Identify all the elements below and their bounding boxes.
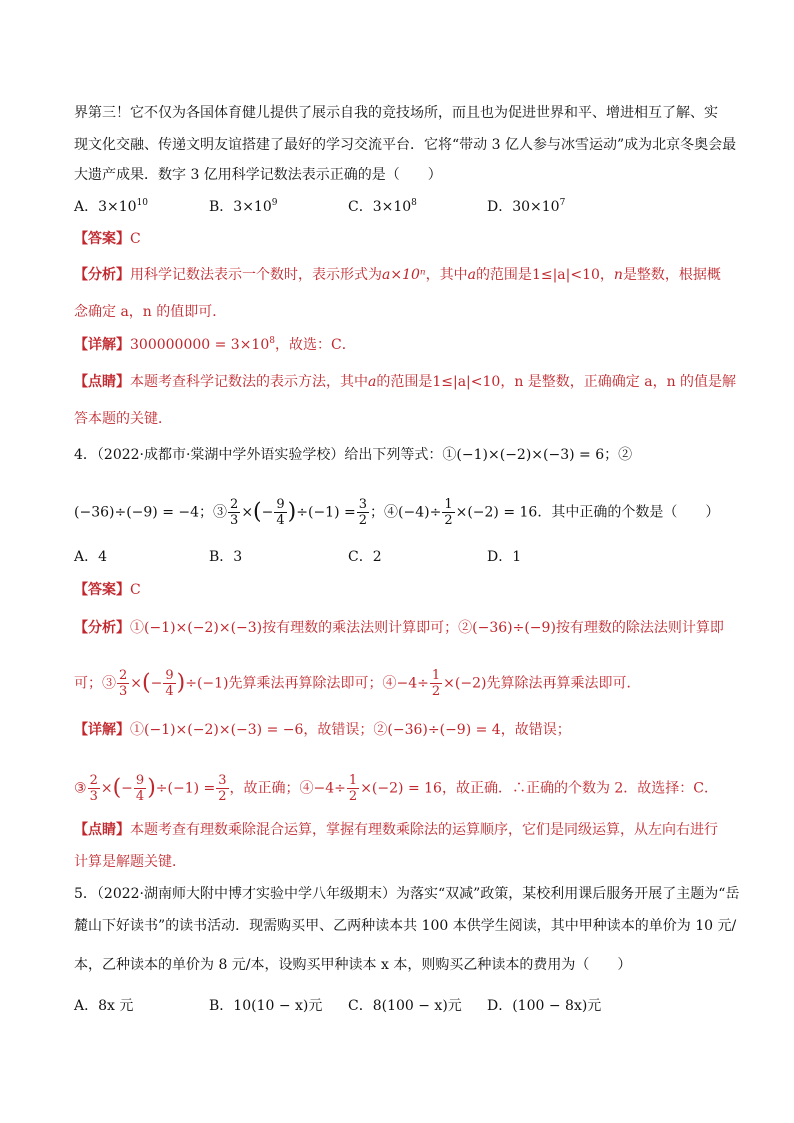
q4-comment-line-1: 【点睛】本题考查有理数乘除混合运算，掌握有理数乘除法的运算顺序，它们是同级运算，从左向右进行 <box>74 822 718 838</box>
fraction: $\frac{2}{3}$ <box>230 497 239 528</box>
q3-option-b: B．$3\times 10^9$ <box>209 198 278 215</box>
q3-detail: 【详解】$300000000 = 3\times 10^8$，故选：C． <box>74 336 356 353</box>
q5-option-b: B．10(10 − x)元 <box>209 998 323 1014</box>
q5-stem-line-3: 本，乙种读本的单价为 8 元/本，设购买甲种读本 x 本，则购买乙种读本的费用为（ ） <box>74 957 632 973</box>
q4-option-b: B．3 <box>209 549 243 565</box>
fraction: $\frac{2}{3}$ <box>89 773 98 804</box>
q4-stem-line-1: 4．（2022·成都市·棠湖中学外语实验学校）给出下列等式：①(−1)×(−2)×(−3) = 6；② <box>74 447 633 463</box>
fraction: $\frac{9}{4}$ <box>135 773 145 804</box>
q5-option-d: D．(100 − 8x)元 <box>487 998 602 1014</box>
q3-option-a: A．$3\times 10^{10}$ <box>74 198 149 215</box>
fraction: $\frac{2}{3}$ <box>119 668 128 699</box>
fraction: $\frac{9}{4}$ <box>165 668 174 699</box>
q4-detail-line-1: 【详解】①(−1)×(−2)×(−3) = −6，故错误；②(−36)÷(−9) = 4，故错误； <box>74 722 571 738</box>
fraction: $\frac{9}{4}$ <box>276 497 285 528</box>
q4-analysis-line-1: 【分析】①(−1)×(−2)×(−3)按有理数的乘法法则计算即可；②(−36)÷(−9)按有理数的除法法则计算即 <box>74 620 724 636</box>
q3-comment-line-2: 答本题的关键． <box>74 411 172 427</box>
fraction: $\frac{1}{2}$ <box>348 773 358 804</box>
q4-option-a: A．4 <box>74 549 108 565</box>
q3-text-line-2: 现文化交融、传递文明友谊搭建了最好的学习交流平台．它将“带动 3 亿人参与冰雪运动”成为北京冬奥会最 <box>74 137 737 153</box>
q4-analysis-line-2: 可；③ $\frac{2}{3}$ ×(− $\frac{9}{4}$ )÷(−1)先算乘法再算除法即可；④−4÷ $\frac{1}{2}$ ×(−2)先算除法再算乘法即可． <box>74 668 641 699</box>
fraction: $\frac{3}{2}$ <box>218 773 227 804</box>
q3-comment-line-1: 【点睛】本题考查科学记数法的表示方法，其中a的范围是1≤|a|<10，n 是整数，正确确定 a，n 的值是解 <box>74 374 737 390</box>
fraction: $\frac{1}{2}$ <box>431 668 441 699</box>
q4-stem-line-2: (−36)÷(−9) = −4；③ $\frac{2}{3}$ ×(− $\frac{9}{4}$ )÷(−1) = $\frac{3}{2}$ ；④(−4)÷ $\frac{1}{2}$ ×(−2) = 16．其中正确的个数是（ ） <box>74 497 720 528</box>
q3-option-c: C．$3\times 10^8$ <box>348 198 417 215</box>
fraction: $\frac{3}{2}$ <box>358 497 368 528</box>
q4-comment-line-2: 计算是解题关键． <box>74 854 186 870</box>
q3-text-line-3: 大遗产成果．数字 3 亿用科学记数法表示正确的是（ ） <box>74 167 442 183</box>
q4-option-d: D．1 <box>487 549 522 565</box>
q5-stem-line-2: 麓山下好读书”的读书活动．现需购买甲、乙两种读本共 100 本供学生阅读，其中甲种读本的单价为 10 元/ <box>74 918 737 934</box>
q4-detail-line-2: ③ $\frac{2}{3}$ ×(− $\frac{9}{4}$ )÷(−1) = $\frac{3}{2}$ ，故正确；④−4÷ $\frac{1}{2}$ ×(−2) = 16，故正确．∴正确的个数为 2．故选择：C． <box>74 773 719 804</box>
q3-option-d: D．$30\times 10^7$ <box>487 198 566 215</box>
q4-answer: 【答案】C <box>74 582 141 598</box>
q3-analysis-line-1: 【分析】用科学记数法表示一个数时，表示形式为a×10ⁿ，其中a的范围是1≤|a|<10，n是整数，根据概 <box>74 267 721 283</box>
q3-text-line-1: 界第三！它不仅为各国体育健儿提供了展示自我的竞技场所，而且也为促进世界和平、增进相互了解、实 <box>74 105 718 121</box>
q3-analysis-line-2: 念确定 a，n 的值即可． <box>74 304 227 320</box>
q5-stem-line-1: 5．（2022·湖南师大附中博才实验中学八年级期末）为落实“双减”政策，某校利用课后服务开展了主题为“岳 <box>74 886 740 902</box>
q3-answer: 【答案】C <box>74 231 141 247</box>
q5-option-c: C．8(100 − x)元 <box>348 998 462 1014</box>
fraction: $\frac{1}{2}$ <box>444 497 453 528</box>
q5-option-a: A．8x 元 <box>74 998 134 1014</box>
q4-option-c: C．2 <box>348 549 382 565</box>
